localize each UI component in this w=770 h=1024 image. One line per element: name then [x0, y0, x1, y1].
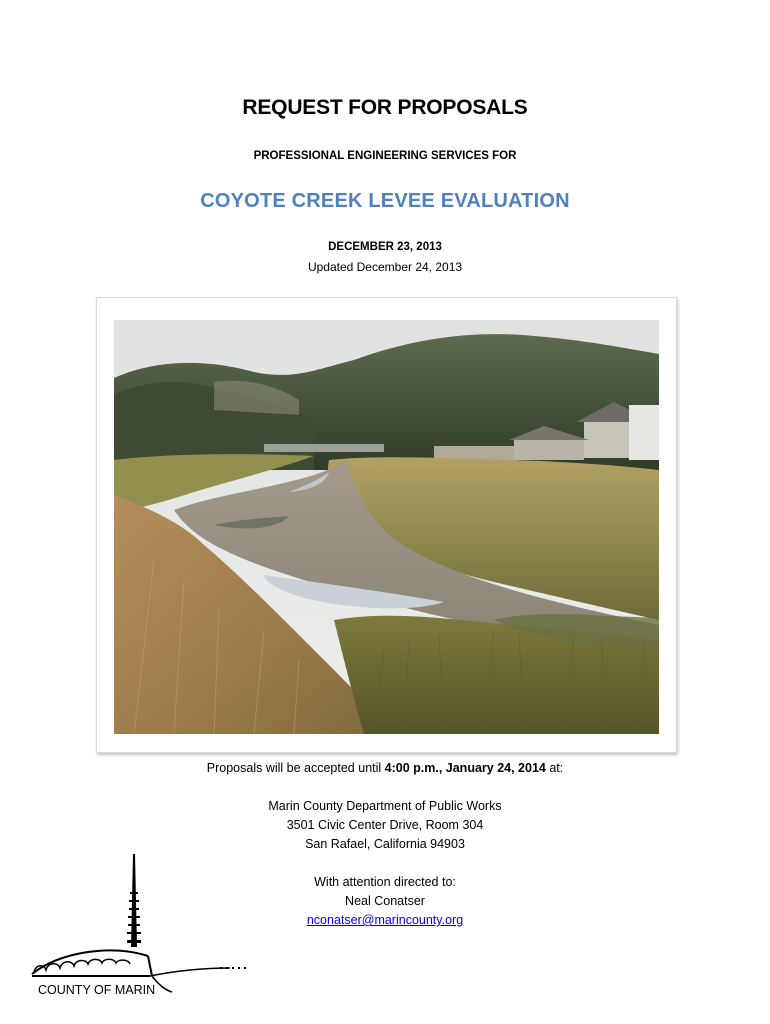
submission-text-end: at:: [545, 761, 564, 775]
page-subtitle: PROFESSIONAL ENGINEERING SERVICES FOR: [253, 150, 517, 162]
updated-date: Updated December 24, 2013: [307, 260, 463, 274]
county-of-marin-logo: [30, 852, 250, 1002]
photo-frame: [96, 297, 677, 753]
creek-levee-photo: [114, 320, 659, 734]
city-address: San Rafael, California 94903: [305, 837, 465, 851]
page-title: REQUEST FOR PROPOSALS: [242, 96, 528, 119]
submission-deadline: [0, 761, 770, 775]
street-address: 3501 Civic Center Drive, Room 304: [286, 818, 484, 832]
department-name: Marin County Department of Public Works: [268, 799, 502, 813]
project-title: COYOTE CREEK LEVEE EVALUATION: [200, 190, 570, 212]
attention-line: With attention directed to:: [314, 875, 456, 889]
deadline-time: 4:00 p.m., January 24, 2014: [384, 761, 546, 775]
issue-date: DECEMBER 23, 2013: [328, 241, 442, 253]
submission-text: Proposals will be accepted until: [206, 761, 385, 775]
contact-email-link[interactable]: nconatser@marincounty.org: [306, 913, 464, 927]
logo-text: COUNTY OF MARIN: [38, 983, 156, 997]
contact-name: Neal Conatser: [345, 894, 425, 908]
